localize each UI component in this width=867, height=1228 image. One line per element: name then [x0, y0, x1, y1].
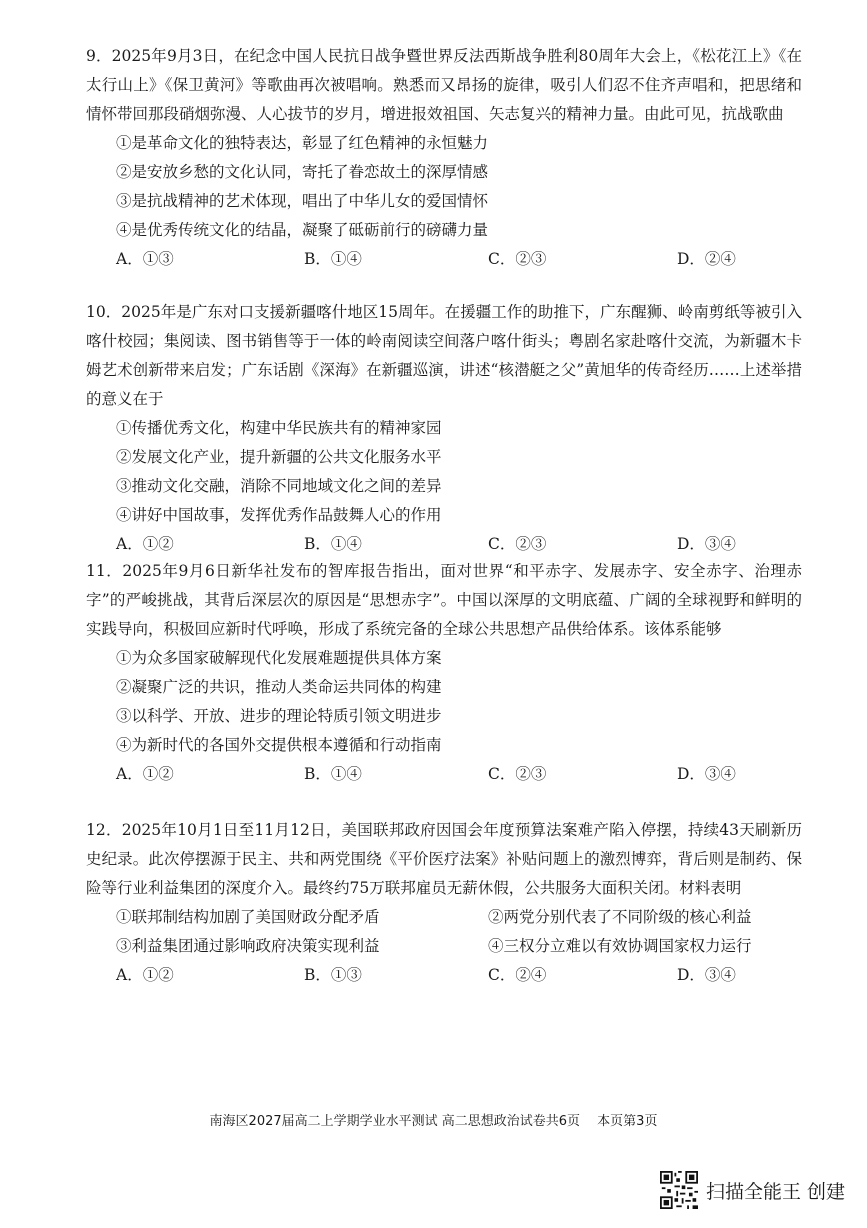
option-3: ③是抗战精神的艺术体现，唱出了中华儿女的爱国情怀: [116, 192, 489, 210]
choice-a: A．①②: [116, 966, 174, 984]
choice-d: D．③④: [677, 966, 736, 984]
option-4: ④三权分立难以有效协调国家权力运行: [488, 937, 752, 955]
choice-c: C．②③: [488, 250, 547, 268]
option-2: ②是安放乡愁的文化认同，寄托了眷恋故土的深厚情感: [116, 163, 489, 181]
answer-choices: [116, 961, 802, 990]
option-1: ①传播优秀文化，构建中华民族共有的精神家园: [116, 419, 442, 437]
choice-a: A．①③: [116, 250, 174, 268]
choice-b: B．①④: [304, 535, 362, 553]
choice-c: C．②③: [488, 765, 547, 783]
question-stem: 11．2025年9月6日新华社发布的智库报告指出，面对世界“和平赤字、发展赤字、安全赤字、治理赤字”的严峻挑战，其背后深层次的原因是“思想赤字”。中国以深厚的文明底蕴、广阔的全球视野和鲜明的实践导向，积极回应新时代呼唤，形成了系统完备的全球公共思想产品供给体系。该体系能够: [86, 562, 802, 638]
option-2: ②两党分别代表了不同阶级的核心利益: [488, 908, 752, 926]
choice-d: D．③④: [677, 535, 736, 553]
option-2: ②发展文化产业，提升新疆的公共文化服务水平: [116, 448, 442, 466]
choice-b: B．①③: [304, 966, 362, 984]
option-4: ④为新时代的各国外交提供根本遵循和行动指南: [116, 736, 442, 754]
scanner-watermark: [660, 1170, 845, 1210]
choice-b: B．①④: [304, 250, 362, 268]
question-9: [86, 42, 802, 274]
qr-code-icon: [660, 1171, 698, 1209]
option-1: ①为众多国家破解现代化发展难题提供具体方案: [116, 649, 442, 667]
option-3: ③利益集团通过影响政府决策实现利益: [116, 937, 380, 955]
answer-choices: [116, 530, 802, 559]
option-1: ①联邦制结构加剧了美国财政分配矛盾: [116, 908, 380, 926]
option-4: ④是优秀传统文化的结晶，凝聚了砥砺前行的磅礴力量: [116, 221, 489, 239]
option-4: ④讲好中国故事，发挥优秀作品鼓舞人心的作用: [116, 506, 442, 524]
choice-c: C．②④: [488, 966, 547, 984]
answer-choices: [116, 760, 802, 789]
option-2: ②凝聚广泛的共识，推动人类命运共同体的构建: [116, 678, 442, 696]
question-stem: 9．2025年9月3日，在纪念中国人民抗日战争暨世界反法西斯战争胜利80周年大会上，《松花江上》《在太行山上》《保卫黄河》等歌曲再次被唱响。熟悉而又昂扬的旋律，吸引人们忍不住齐声唱和，把思绪和情怀带回那段硝烟弥漫、人心拔节的岁月，增进报效祖国、矢志复兴的精神力量。由此可见，抗战歌曲: [86, 47, 802, 123]
choice-a: A．①②: [116, 765, 174, 783]
option-row-2: [116, 932, 802, 961]
choice-d: D．②④: [677, 250, 736, 268]
choice-b: B．①④: [304, 765, 362, 783]
choice-d: D．③④: [677, 765, 736, 783]
option-row-1: [116, 903, 802, 932]
page-footer: 南海区2027届高二上学期学业水平测试 高二思想政治试卷共6页 本页第3页: [209, 1114, 658, 1129]
question-10: [86, 298, 802, 559]
question-stem: 12．2025年10月1日至11月12日，美国联邦政府因国会年度预算法案难产陷入停摆，持续43天刷新历史纪录。此次停摆源于民主、共和两党围绕《平价医疗法案》补贴问题上的激烈博弈，背后则是制药、保险等行业利益集团的深度介入。最终约75万联邦雇员无薪休假，公共服务大面积关闭。材料表明: [86, 821, 802, 897]
question-11: [86, 557, 802, 789]
choice-c: C．②③: [488, 535, 547, 553]
choice-a: A．①②: [116, 535, 174, 553]
option-3: ③以科学、开放、进步的理论特质引领文明进步: [116, 707, 442, 725]
scanner-watermark-text: 扫描全能王 创建: [705, 1180, 845, 1203]
question-12: [86, 816, 802, 990]
option-1: ①是革命文化的独特表达，彰显了红色精神的永恒魅力: [116, 134, 489, 152]
option-3: ③推动文化交融，消除不同地域文化之间的差异: [116, 477, 442, 495]
question-stem: 10．2025年是广东对口支援新疆喀什地区15周年。在援疆工作的助推下，广东醒狮、岭南剪纸等被引入喀什校园；集阅读、图书销售等于一体的岭南阅读空间落户喀什街头；粤剧名家赴喀什交流，为新疆木卡姆艺术创新带来启发；广东话剧《深海》在新疆巡演，讲述“核潜艇之父”黄旭华的传奇经历……上述举措的意义在于: [86, 303, 802, 408]
answer-choices: [116, 245, 802, 274]
